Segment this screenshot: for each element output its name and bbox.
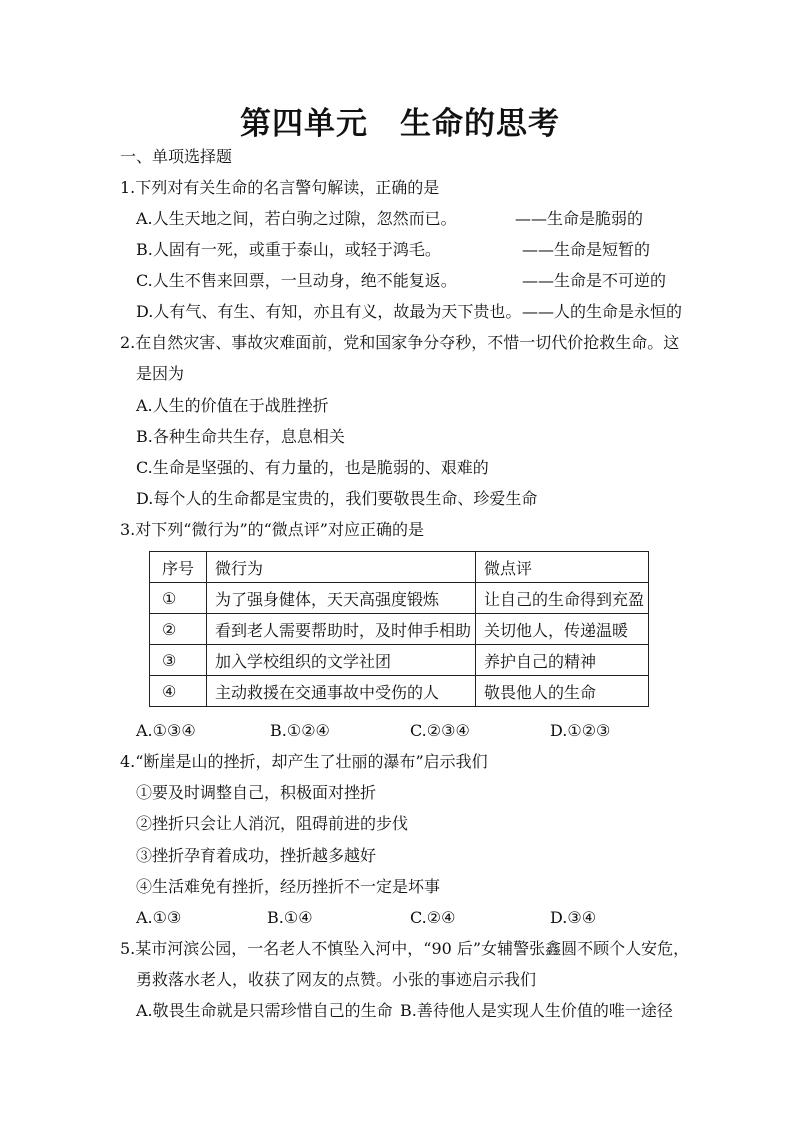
q2-option-b: B.各种生命共生存，息息相关 — [136, 427, 345, 446]
section-heading: 一、单项选择题 — [120, 147, 233, 166]
q5-option-a: A.敬畏生命就是只需珍惜自己的生命 — [136, 1001, 393, 1020]
q5-stem-line2: 勇救落水老人，收获了网友的点赞。小张的事迹启示我们 — [136, 970, 537, 989]
q2-option-a: A.人生的价值在于战胜挫折 — [136, 396, 329, 415]
table-cell: ② — [150, 614, 207, 645]
table-cell: 养护自己的精神 — [475, 645, 648, 676]
table-row — [150, 614, 649, 645]
table-cell: 关切他人，传递温暖 — [475, 614, 648, 645]
q3-answer-b: B.①②④ — [270, 721, 330, 740]
table-cell: 看到老人需要帮助时，及时伸手相助 — [206, 614, 475, 645]
q1-option-a: A.人生天地之间，若白驹之过隙，忽然而已。 — [136, 209, 457, 228]
q4-answer-d: D.③④ — [550, 908, 597, 927]
table-cell: 让自己的生命得到充盈 — [475, 583, 648, 614]
table-cell: ③ — [150, 645, 207, 676]
table-cell: ① — [150, 583, 207, 614]
q4-answer-c: C.②④ — [410, 908, 456, 927]
q1-option-c-comment: ——生命是不可逆的 — [522, 271, 667, 290]
q4-stem: 4.“断崖是山的挫折，却产生了壮丽的瀑布”启示我们 — [120, 752, 488, 771]
q3-answer-a: A.①③④ — [136, 721, 196, 740]
q1-option-a-comment: ——生命是脆弱的 — [515, 209, 644, 228]
q3-stem: 3.对下列“微行为”的“微点评”对应正确的是 — [120, 520, 424, 539]
q4-item-3: ③挫折孕育着成功，挫折越多越好 — [136, 846, 377, 865]
q1-option-c: C.人生不售来回票，一旦动身，绝不能复返。 — [136, 271, 457, 290]
q3-answer-c: C.②③④ — [410, 721, 470, 740]
table-row — [150, 676, 649, 707]
q1-option-b: B.人固有一死，或重于泰山，或轻于鸿毛。 — [136, 240, 441, 259]
table-header-cell: 微行为 — [206, 552, 475, 583]
table-row — [150, 583, 649, 614]
q1-option-b-comment: ——生命是短暂的 — [522, 240, 651, 259]
table-header-cell: 序号 — [150, 552, 207, 583]
q5-option-b: B.善待他人是实现人生价值的唯一途径 — [400, 1001, 673, 1020]
q2-option-d: D.每个人的生命都是宝贵的，我们要敬畏生命、珍爱生命 — [136, 489, 538, 508]
table-cell: 为了强身健体，天天高强度锻炼 — [206, 583, 475, 614]
q4-item-4: ④生活难免有挫折，经历挫折不一定是坏事 — [136, 877, 441, 896]
table-cell: 加入学校组织的文学社团 — [206, 645, 475, 676]
q5-stem-line1: 5.某市河滨公园，一名老人不慎坠入河中，“90 后”女辅警张鑫圆不顾个人安危， — [120, 939, 690, 958]
q2-stem-line1: 2.在自然灾害、事故灾难面前，党和国家争分夺秒，不惜一切代价抢救生命。这 — [120, 333, 680, 352]
q3-answer-d: D.①②③ — [550, 721, 611, 740]
page-title: 第四单元 生命的思考 — [240, 106, 560, 142]
table-cell: 主动救援在交通事故中受伤的人 — [206, 676, 475, 707]
q4-answer-b: B.①④ — [267, 908, 313, 927]
table-header-row — [150, 552, 649, 583]
table-cell: ④ — [150, 676, 207, 707]
q2-stem-line2: 是因为 — [136, 364, 185, 383]
q3-table — [149, 551, 649, 707]
q4-item-1: ①要及时调整自己，积极面对挫折 — [136, 783, 377, 802]
q1-option-d: D.人有气、有生、有知，亦且有义，故最为天下贵也。 — [136, 302, 522, 321]
q1-option-d-comment: ——人的生命是永恒的 — [522, 302, 683, 321]
table-row — [150, 645, 649, 676]
q4-item-2: ②挫折只会让人消沉，阻碍前进的步伐 — [136, 814, 409, 833]
q2-option-c: C.生命是坚强的、有力量的，也是脆弱的、艰难的 — [136, 458, 489, 477]
q4-answer-a: A.①③ — [136, 908, 182, 927]
table-cell: 敬畏他人的生命 — [475, 676, 648, 707]
table-header-cell: 微点评 — [475, 552, 648, 583]
q1-stem: 1.下列对有关生命的名言警句解读，正确的是 — [120, 178, 440, 197]
